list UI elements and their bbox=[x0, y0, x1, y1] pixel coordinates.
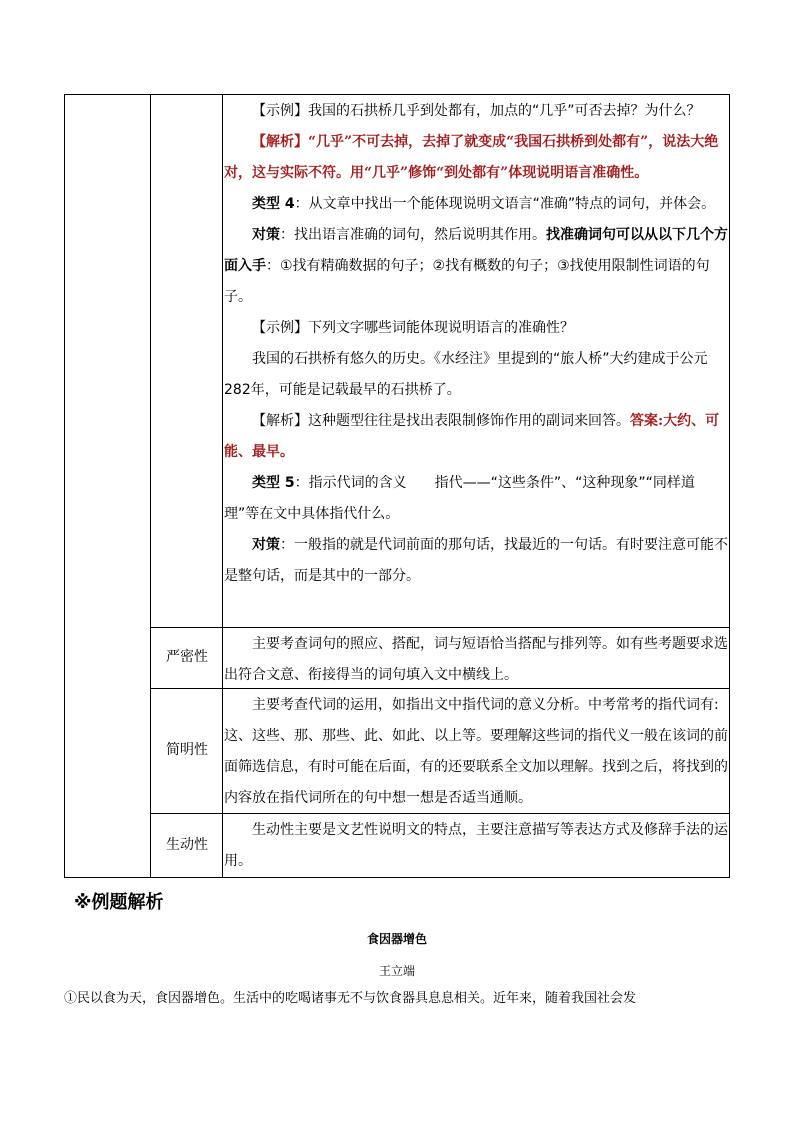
example-2-text: 我国的石拱桥有悠久的历史。《水经注》里提到的“旅人桥”大约建成于公元282年，可能是记载最早的石拱桥了。 bbox=[224, 351, 708, 398]
table-border-left bbox=[64, 94, 65, 878]
row-text-rigor: 主要考查词句的照应、搭配，词与短语恰当搭配与排列等。如有些考题要求选出符合文意、衔接得当的词句填入文中横线上。 bbox=[224, 636, 728, 683]
content-table bbox=[64, 94, 730, 878]
strategy-4-paragraph bbox=[224, 220, 728, 313]
strategy-label: 对策 bbox=[252, 227, 280, 243]
type-4-paragraph bbox=[224, 189, 728, 220]
strategy-label: 对策 bbox=[252, 537, 280, 553]
analysis-text: 【解析】“几乎”不可去掉，去掉了就变成“我国石拱桥到处都有”，说法大绝对，这与实际不符。用“几乎”修饰“到处都有”体现说明语言准确性。 bbox=[224, 134, 719, 181]
table-border-right bbox=[729, 94, 730, 878]
type-4-text: ：从文章中找出一个能体现说明文语言“准确”特点的词句，并体会。 bbox=[294, 196, 716, 212]
table-row-divider bbox=[150, 627, 730, 628]
row-label-concise: 简明性 bbox=[166, 742, 208, 758]
table-border-bottom bbox=[64, 877, 730, 878]
type-5-text: ：指示代词的含义 指代——“这些条件”、“这种现象”“同样道理”等在文中具体指代什么。 bbox=[224, 475, 695, 522]
strategy-4-tail: ：①找有精确数据的句子；②找有概数的句子；③找使用限制性词语的句子。 bbox=[224, 258, 710, 305]
row-text-vivid: 生动性主要是文艺性说明文的特点，主要注意描写等表达方式及修辞手法的运用。 bbox=[224, 822, 728, 869]
type-5-label: 类型 5 bbox=[252, 475, 295, 491]
analysis-2-text: 【解析】这种题型往往是找出表限制修饰作用的副词来回答。 bbox=[252, 413, 630, 429]
section-heading: ※例题解析 bbox=[74, 892, 164, 913]
table-border-top bbox=[64, 94, 730, 95]
strategy-4-text: ：找出语言准确的词句，然后说明其作用。 bbox=[280, 227, 546, 243]
type-5-paragraph bbox=[224, 468, 728, 530]
analysis-2-answer: 答案:大约、可能、最早。 bbox=[224, 413, 720, 460]
strategy-4-bold: 找准确词句可以从以下几个方面入手 bbox=[224, 227, 728, 274]
strategy-5-paragraph bbox=[224, 530, 728, 592]
example-2-question: 【示例】下列文字哪些词能体现说明语言的准确性？ bbox=[252, 320, 574, 336]
article-title: 食因器增色 bbox=[366, 932, 427, 946]
main-cell bbox=[224, 96, 728, 592]
row-label-vivid: 生动性 bbox=[166, 837, 208, 853]
analysis-2-paragraph bbox=[224, 406, 728, 468]
article-paragraph-1: ①民以食为天，食因器增色。生活中的吃喝诸事无不与饮食器具息息相关。近年来，随着我国社会发 bbox=[64, 991, 637, 1006]
type-4-label: 类型 4 bbox=[252, 196, 295, 212]
row-label-rigor: 严密性 bbox=[166, 649, 208, 665]
row-text-concise: 主要考查代词的运用，如指出文中指代词的意义分析。中考常考的指代词有:这、这些、那、那些、此、如此、以上等。要理解这些词的指代义一般在该词的前面筛选信息，有时可能在后面，有的还要联系全文加以理解。找到之后，将找到的内容放在指代词所在的句中想一想是否适当通顺。 bbox=[224, 697, 728, 806]
article-author: 王立端 bbox=[378, 964, 415, 978]
strategy-5-text: ：一般指的就是代词前面的那句话，找最近的一句话。有时要注意可能不是整句话，而是其中的一部分。 bbox=[224, 537, 728, 584]
example-question: 【示例】我国的石拱桥几乎到处都有，加点的“几乎”可否去掉？为什么？ bbox=[252, 103, 701, 119]
